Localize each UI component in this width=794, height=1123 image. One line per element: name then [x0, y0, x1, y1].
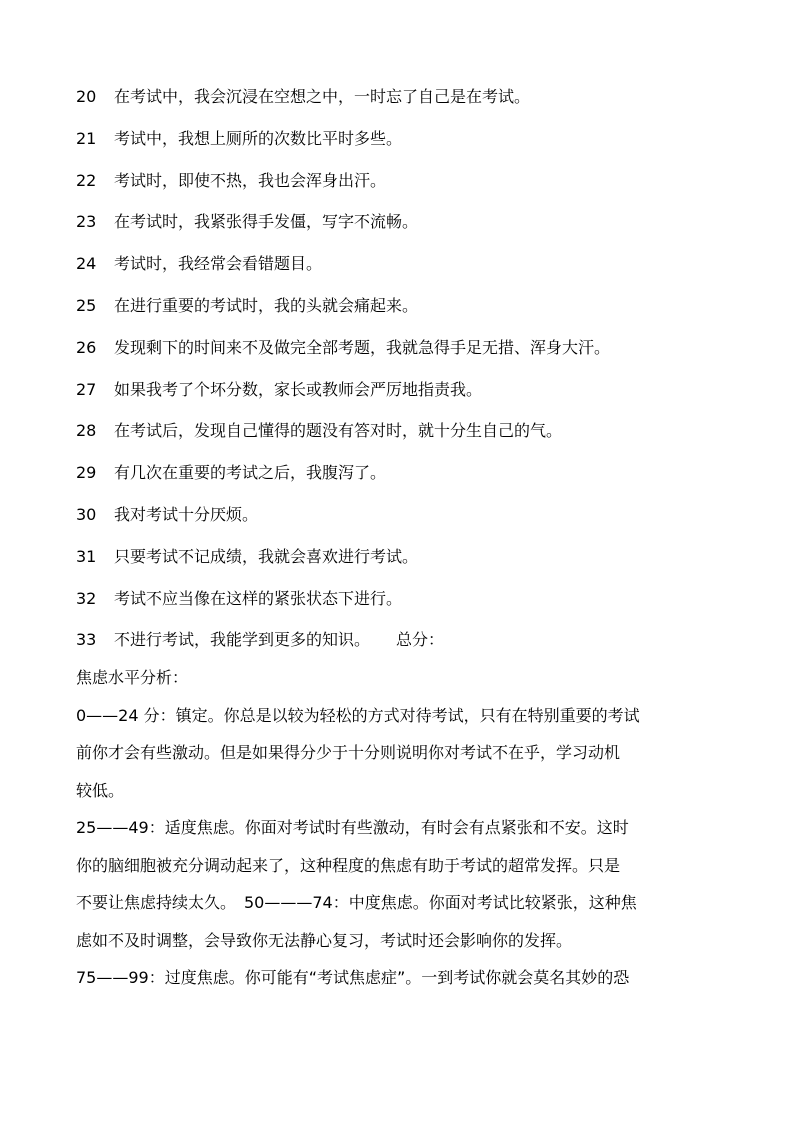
- paragraph-line: 前你才会有些激动。但是如果得分少于十分则说明你对考试不在乎，学习动机: [76, 743, 621, 762]
- paragraph-line: 75——99：过度焦虑。你可能有“考试焦虑症”。一到考试你就会莫名其妙的恐: [76, 968, 630, 987]
- paragraph-line: 不要让焦虑持续太久。 50———74：中度焦虑。你面对考试比较紧张，这种焦: [76, 893, 637, 912]
- item-text: 考试时，即使不热，我也会浑身出汗。: [114, 170, 387, 190]
- list-item: [76, 585, 726, 627]
- item-number: 25: [76, 295, 97, 315]
- item-number: 21: [76, 128, 97, 148]
- item-text: 如果我考了个坏分数，家长或教师会严厉地指责我。: [114, 379, 483, 399]
- list-item: [76, 501, 726, 543]
- item-text: 我对考试十分厌烦。: [114, 504, 259, 524]
- paragraph-line: 较低。: [76, 780, 125, 800]
- paragraph-line: 25——49：适度焦虑。你面对考试时有些激动，有时会有点紧张和不安。这时: [76, 818, 629, 837]
- questionnaire-items: [76, 83, 726, 668]
- item-number: 22: [76, 170, 97, 190]
- level-paragraph-calm: [76, 702, 726, 815]
- item-number: 23: [76, 212, 97, 232]
- level-paragraph-moderate: [76, 814, 726, 964]
- item-text: 有几次在重要的考试之后，我腹泻了。: [114, 463, 387, 483]
- anxiety-analysis: [76, 664, 726, 1002]
- item-number: 31: [76, 546, 97, 566]
- item-text: 在考试时，我紧张得手发僵，写字不流畅。: [114, 212, 419, 232]
- list-item: [76, 459, 726, 501]
- item-text: 发现剩下的时间来不及做完全部考题，我就急得手足无措、浑身大汗。: [114, 337, 611, 357]
- item-text: 不进行考试，我能学到更多的知识。: [114, 630, 371, 650]
- item-number: 26: [76, 337, 97, 357]
- item-number: 24: [76, 254, 97, 274]
- item-number: 20: [76, 87, 97, 106]
- list-item: [76, 417, 726, 459]
- analysis-heading: 焦虑水平分析：: [76, 668, 189, 687]
- item-number: 30: [76, 504, 97, 524]
- list-item: [76, 250, 726, 292]
- list-item: [76, 125, 726, 167]
- list-item: [76, 626, 726, 668]
- list-item: [76, 334, 726, 376]
- total-score-label: 总分：: [396, 630, 445, 650]
- item-number: 29: [76, 463, 97, 483]
- item-text: 只要考试不记成绩，我就会喜欢进行考试。: [114, 546, 419, 566]
- list-item: [76, 83, 726, 125]
- item-text: 考试时，我经常会看错题目。: [114, 254, 323, 274]
- item-text: 考试中，我想上厕所的次数比平时多些。: [114, 128, 403, 148]
- item-text: 在考试中，我会沉浸在空想之中，一时忘了自己是在考试。: [114, 87, 531, 106]
- paragraph-line: 虑如不及时调整，会导致你无法静心复习，考试时还会影响你的发挥。: [76, 930, 573, 950]
- level-paragraph-excessive: [76, 964, 726, 1002]
- item-number: 32: [76, 588, 97, 608]
- list-item: [76, 292, 726, 334]
- item-text: 在考试后，发现自己懂得的题没有答对时，就十分生自己的气。: [114, 421, 563, 441]
- list-item: [76, 543, 726, 585]
- list-item: [76, 167, 726, 209]
- list-item: [76, 208, 726, 250]
- item-text: 考试不应当像在这样的紧张状态下进行。: [114, 588, 403, 608]
- item-number: 28: [76, 421, 97, 441]
- item-number: 27: [76, 379, 97, 399]
- item-number: 33: [76, 630, 97, 650]
- list-item: [76, 376, 726, 418]
- paragraph-line: 0——24 分：镇定。你总是以较为轻松的方式对待考试，只有在特别重要的考试: [76, 705, 640, 725]
- item-text: 在进行重要的考试时，我的头就会痛起来。: [114, 295, 419, 315]
- paragraph-line: 你的脑细胞被充分调动起来了，这种程度的焦虑有助于考试的超常发挥。只是: [76, 855, 621, 875]
